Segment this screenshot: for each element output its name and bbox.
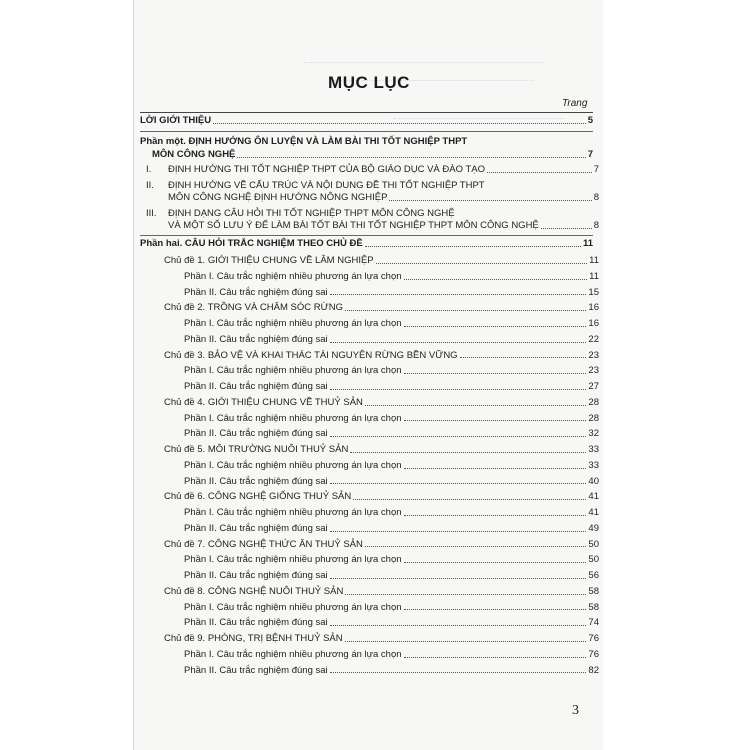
toc-entry-topic-9[interactable] bbox=[164, 634, 599, 645]
toc-entry-topic-8[interactable] bbox=[164, 587, 599, 598]
entry-label: ĐỊNH HƯỚNG VỀ CẤU TRÚC VÀ NỘI DUNG ĐỀ THI TỐT NGHIỆP THPT bbox=[168, 180, 485, 191]
entry-page: 49 bbox=[588, 522, 599, 534]
entry-page: 7 bbox=[587, 149, 593, 160]
entry-page: 22 bbox=[588, 333, 599, 345]
entry-page: 16 bbox=[588, 302, 599, 314]
page-binding-margin bbox=[0, 0, 133, 750]
entry-page: 33 bbox=[588, 459, 599, 471]
entry-label: ĐỊNH DẠNG CÂU HỎI THI TỐT NGHIỆP THPT MÔN CÔNG NGHỆ bbox=[168, 208, 455, 219]
entry-page: 27 bbox=[588, 381, 599, 392]
entry-page: 23 bbox=[588, 349, 599, 361]
entry-page: 40 bbox=[588, 475, 599, 487]
entry-label: Phần I. Câu trắc nghiệm nhiều phương án lựa chọn bbox=[184, 412, 402, 424]
entry-page: 76 bbox=[588, 648, 599, 660]
toc-entry-topic-4-part-2[interactable] bbox=[184, 429, 599, 440]
entry-label: Chủ đề 9. PHÒNG, TRỊ BỆNH THUỶ SẢN bbox=[164, 633, 343, 644]
entry-page: 76 bbox=[588, 633, 599, 644]
entry-label: Phần II. Câu trắc nghiệm đúng sai bbox=[184, 570, 328, 581]
toc-entry-topic-5-part-1[interactable] bbox=[184, 461, 599, 472]
toc-entry-topic-4-part-1[interactable] bbox=[184, 414, 599, 425]
book-page bbox=[133, 0, 604, 750]
leader-dots bbox=[330, 294, 587, 295]
leader-dots bbox=[330, 342, 587, 343]
toc-entry-part1-iii[interactable] bbox=[146, 221, 599, 232]
leader-dots bbox=[330, 578, 587, 579]
entry-label: Phần I. Câu trắc nghiệm nhiều phương án lựa chọn bbox=[184, 270, 402, 282]
page-column-label: Trang bbox=[562, 98, 588, 109]
entry-page: 28 bbox=[588, 412, 599, 424]
toc-entry-topic-6-part-2[interactable] bbox=[184, 524, 599, 535]
toc-entry-topic-6-part-1[interactable] bbox=[184, 508, 599, 519]
entry-label: Phần I. Câu trắc nghiệm nhiều phương án lựa chọn bbox=[184, 318, 402, 329]
leader-dots bbox=[365, 405, 587, 406]
entry-label: Chủ đề 2. TRỒNG VÀ CHĂM SÓC RỪNG bbox=[164, 302, 343, 314]
entry-label: Phần I. Câu trắc nghiệm nhiều phương án lựa chọn bbox=[184, 554, 402, 566]
entry-page: 8 bbox=[593, 220, 599, 231]
entry-page: 50 bbox=[588, 554, 599, 566]
toc-entry-topic-4[interactable] bbox=[164, 398, 599, 409]
leader-dots bbox=[541, 228, 592, 229]
leader-dots bbox=[389, 200, 591, 201]
toc-entry-topic-9-part-2[interactable] bbox=[184, 666, 599, 677]
toc-entry-topic-2-part-2[interactable] bbox=[184, 335, 599, 346]
leader-dots bbox=[365, 246, 581, 247]
toc-entry-topic-1-part-2[interactable] bbox=[184, 288, 599, 299]
entry-page: 41 bbox=[588, 491, 599, 503]
toc-entry-topic-3-part-1[interactable] bbox=[184, 366, 599, 377]
entry-label: Chủ đề 7. CÔNG NGHỆ THỨC ĂN THUỶ SẢN bbox=[164, 538, 363, 550]
roman-numeral: III. bbox=[146, 208, 157, 219]
show-through-text bbox=[304, 62, 544, 69]
toc-entry-topic-1[interactable] bbox=[164, 256, 599, 267]
entry-label: Phần II. Câu trắc nghiệm đúng sai bbox=[184, 664, 328, 676]
toc-entry-part1[interactable] bbox=[140, 150, 593, 161]
leader-dots bbox=[487, 172, 592, 173]
toc-entry-part1-ii[interactable] bbox=[146, 193, 599, 204]
leader-dots bbox=[237, 157, 585, 158]
toc-title: MỤC LỤC bbox=[328, 73, 410, 92]
leader-dots bbox=[213, 123, 586, 124]
entry-label: Phần I. Câu trắc nghiệm nhiều phương án lựa chọn bbox=[184, 507, 402, 518]
toc-entry-topic-9-part-1[interactable] bbox=[184, 650, 599, 661]
toc-entry-topic-7-part-1[interactable] bbox=[184, 555, 599, 566]
toc-entry-part1-ii-line1 bbox=[146, 180, 485, 191]
entry-label: Phần hai. CÂU HỎI TRẮC NGHIỆM THEO CHỦ ĐỀ bbox=[140, 238, 363, 249]
entry-label: Chủ đề 3. BẢO VỆ VÀ KHAI THÁC TÀI NGUYÊN RỪNG BỀN VỮNG bbox=[164, 349, 458, 361]
roman-numeral: I. bbox=[146, 164, 152, 175]
toc-entry-topic-7-part-2[interactable] bbox=[184, 571, 599, 582]
entry-page: 33 bbox=[588, 444, 599, 455]
toc-entry-topic-3[interactable] bbox=[164, 351, 599, 362]
leader-dots bbox=[404, 420, 587, 421]
leader-dots bbox=[404, 657, 587, 658]
entry-label: Chủ đề 5. MÔI TRƯỜNG NUÔI THUỶ SẢN bbox=[164, 444, 349, 455]
toc-entry-part2[interactable] bbox=[140, 239, 593, 250]
leader-dots bbox=[376, 263, 587, 264]
toc-entry-topic-8-part-1[interactable] bbox=[184, 603, 599, 614]
toc-entry-topic-8-part-2[interactable] bbox=[184, 618, 599, 629]
entry-label: Phần II. Câu trắc nghiệm đúng sai bbox=[184, 617, 328, 629]
leader-dots bbox=[330, 531, 587, 532]
leader-dots bbox=[365, 546, 587, 547]
leader-dots bbox=[404, 373, 587, 374]
entry-page: 58 bbox=[588, 601, 599, 613]
leader-dots bbox=[460, 357, 587, 358]
section-rule bbox=[140, 131, 593, 132]
entry-page: 32 bbox=[588, 428, 599, 440]
leader-dots bbox=[404, 515, 587, 516]
entry-label: Phần I. Câu trắc nghiệm nhiều phương án lựa chọn bbox=[184, 365, 402, 377]
entry-label: Phần II. Câu trắc nghiệm đúng sai bbox=[184, 381, 328, 392]
entry-label: Chủ đề 4. GIỚI THIỆU CHUNG VỀ THUỶ SẢN bbox=[164, 396, 363, 408]
part1-title-line1: Phần một. ĐỊNH HƯỚNG ÔN LUYỆN VÀ LÀM BÀI THI TỐT NGHIỆP THPT bbox=[140, 136, 468, 147]
entry-label: Phần II. Câu trắc nghiệm đúng sai bbox=[184, 333, 328, 345]
entry-page: 8 bbox=[593, 192, 599, 203]
entry-page: 41 bbox=[588, 507, 599, 518]
entry-page: 15 bbox=[588, 286, 599, 298]
entry-page: 50 bbox=[588, 538, 599, 550]
toc-entry-topic-2[interactable] bbox=[164, 303, 599, 314]
entry-label: Chủ đề 8. CÔNG NGHỆ NUÔI THUỶ SẢN bbox=[164, 585, 344, 597]
toc-entry-topic-1-part-1[interactable] bbox=[184, 272, 599, 283]
leader-dots bbox=[330, 436, 587, 437]
entry-label: Phần I. Câu trắc nghiệm nhiều phương án lựa chọn bbox=[184, 459, 402, 471]
header-rule bbox=[140, 112, 593, 113]
entry-label: Phần II. Câu trắc nghiệm đúng sai bbox=[184, 522, 328, 534]
entry-page: 16 bbox=[588, 318, 599, 329]
entry-page: 28 bbox=[588, 396, 599, 408]
leader-dots bbox=[330, 389, 587, 390]
leader-dots bbox=[404, 279, 588, 280]
entry-page: 74 bbox=[588, 617, 599, 629]
leader-dots bbox=[404, 562, 587, 563]
leader-dots bbox=[345, 310, 586, 311]
entry-page: 58 bbox=[588, 585, 599, 597]
entry-label: Phần II. Câu trắc nghiệm đúng sai bbox=[184, 428, 328, 440]
entry-page: 56 bbox=[588, 570, 599, 581]
entry-page: 82 bbox=[588, 664, 599, 676]
entry-label: Phần II. Câu trắc nghiệm đúng sai bbox=[184, 475, 328, 487]
entry-label-cont: MÔN CÔNG NGHỆ ĐỊNH HƯỚNG NÔNG NGHIỆP bbox=[168, 192, 388, 203]
toc-entry-part1-iii-line1 bbox=[146, 208, 455, 219]
part1-title-line2: MÔN CÔNG NGHỆ bbox=[152, 149, 236, 160]
page-right-margin bbox=[603, 0, 750, 750]
page-number: 3 bbox=[572, 703, 579, 718]
toc-entry-part1-i[interactable] bbox=[146, 165, 599, 176]
section-rule bbox=[140, 235, 593, 236]
entry-page: 11 bbox=[582, 238, 593, 249]
toc-entry-topic-3-part-2[interactable] bbox=[184, 382, 599, 393]
leader-dots bbox=[350, 452, 586, 453]
leader-dots bbox=[404, 468, 587, 469]
toc-entry-topic-5[interactable] bbox=[164, 445, 599, 456]
entry-label: Phần II. Câu trắc nghiệm đúng sai bbox=[184, 286, 328, 298]
toc-entry-topic-2-part-1[interactable] bbox=[184, 319, 599, 330]
toc-entry-topic-6[interactable] bbox=[164, 492, 599, 503]
entry-page: 5 bbox=[587, 115, 593, 126]
entry-label: Chủ đề 6. CÔNG NGHỆ GIỐNG THUỶ SẢN bbox=[164, 491, 352, 503]
toc-entry-intro[interactable] bbox=[140, 116, 593, 127]
leader-dots bbox=[404, 609, 587, 610]
entry-label: LỜI GIỚI THIỆU bbox=[140, 115, 212, 126]
leader-dots bbox=[330, 483, 587, 484]
entry-page: 11 bbox=[589, 270, 599, 282]
leader-dots bbox=[330, 625, 587, 626]
entry-label: Phần I. Câu trắc nghiệm nhiều phương án lựa chọn bbox=[184, 648, 402, 660]
entry-label: Phần I. Câu trắc nghiệm nhiều phương án lựa chọn bbox=[184, 601, 402, 613]
entry-page: 11 bbox=[589, 255, 599, 266]
leader-dots bbox=[330, 672, 587, 673]
entry-label: ĐỊNH HƯỚNG THI TỐT NGHIỆP THPT CỦA BỘ GIÁO DỤC VÀ ĐÀO TẠO bbox=[168, 164, 485, 175]
entry-label: Chủ đề 1. GIỚI THIỆU CHUNG VỀ LÂM NGHIỆP bbox=[164, 255, 374, 266]
leader-dots bbox=[345, 594, 586, 595]
leader-dots bbox=[404, 326, 587, 327]
roman-numeral: II. bbox=[146, 180, 154, 191]
entry-label-cont: VÀ MỘT SỐ LƯU Ý ĐỂ LÀM BÀI TỐT BÀI THI TỐT NGHIỆP THPT MÔN CÔNG NGHỆ bbox=[168, 220, 539, 231]
toc-entry-topic-5-part-2[interactable] bbox=[184, 477, 599, 488]
toc-entry-topic-7[interactable] bbox=[164, 540, 599, 551]
leader-dots bbox=[353, 499, 586, 500]
entry-page: 23 bbox=[588, 365, 599, 377]
leader-dots bbox=[345, 641, 587, 642]
entry-page: 7 bbox=[593, 164, 599, 175]
